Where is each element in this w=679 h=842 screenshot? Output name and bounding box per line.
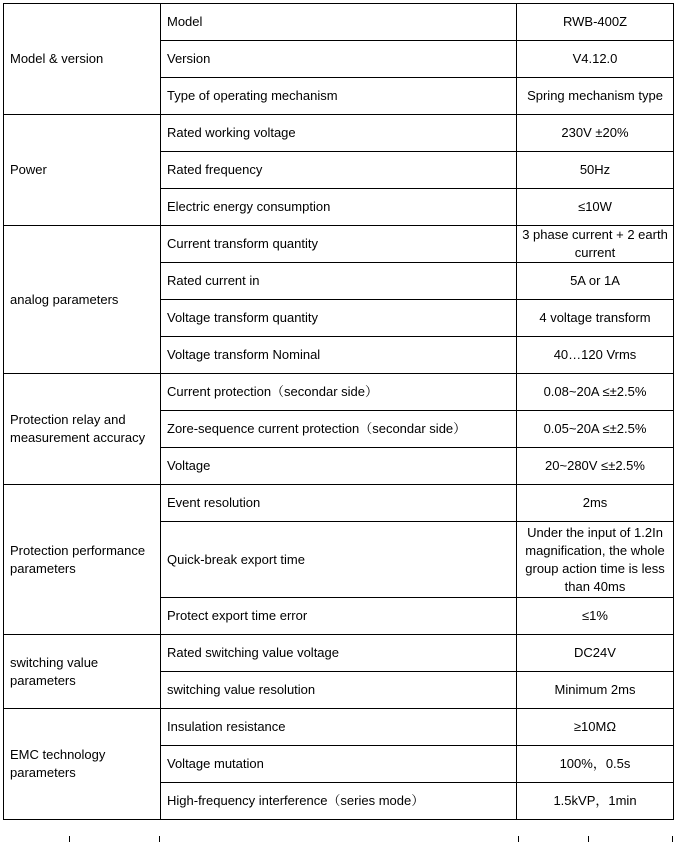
- value-cell: 5A or 1A: [517, 263, 674, 300]
- value-cell: 2ms: [517, 485, 674, 522]
- parameter-cell: Voltage mutation: [161, 746, 517, 783]
- parameter-cell: Insulation resistance: [161, 709, 517, 746]
- parameter-cell: Current transform quantity: [161, 226, 517, 263]
- value-cell: 0.05~20A ≤±2.5%: [517, 411, 674, 448]
- value-cell: 20~280V ≤±2.5%: [517, 448, 674, 485]
- parameter-cell: Event resolution: [161, 485, 517, 522]
- value-cell: Under the input of 1.2In magnification, the whole group action time is less than 40ms: [517, 522, 674, 598]
- category-cell: Power: [4, 115, 161, 226]
- continuation-mark: [588, 836, 589, 842]
- table-row: [4, 226, 674, 263]
- category-cell: analog parameters: [4, 226, 161, 374]
- continuation-mark: [672, 836, 673, 842]
- value-cell: DC24V: [517, 635, 674, 672]
- value-cell: Spring mechanism type: [517, 78, 674, 115]
- value-cell: V4.12.0: [517, 41, 674, 78]
- value-cell: 0.08~20A ≤±2.5%: [517, 374, 674, 411]
- value-cell: ≤10W: [517, 189, 674, 226]
- parameter-cell: Rated working voltage: [161, 115, 517, 152]
- spec-table: [3, 3, 674, 820]
- spec-table-body: [4, 4, 674, 820]
- table-row: [4, 635, 674, 672]
- parameter-cell: Rated switching value voltage: [161, 635, 517, 672]
- parameter-cell: switching value resolution: [161, 672, 517, 709]
- parameter-cell: Quick-break export time: [161, 522, 517, 598]
- parameter-cell: Electric energy consumption: [161, 189, 517, 226]
- value-cell: 1.5kVP，1min: [517, 783, 674, 820]
- category-cell: Protection performance parameters: [4, 485, 161, 635]
- value-cell: 3 phase current + 2 earth current: [517, 226, 674, 263]
- table-row: [4, 374, 674, 411]
- parameter-cell: High-frequency interference（series mode）: [161, 783, 517, 820]
- value-cell: 50Hz: [517, 152, 674, 189]
- continuation-mark: [518, 836, 519, 842]
- value-cell: Minimum 2ms: [517, 672, 674, 709]
- parameter-cell: Protect export time error: [161, 598, 517, 635]
- value-cell: RWB-400Z: [517, 4, 674, 41]
- parameter-cell: Current protection（secondar side）: [161, 374, 517, 411]
- value-cell: ≤1%: [517, 598, 674, 635]
- value-cell: 40…120 Vrms: [517, 337, 674, 374]
- table-row: [4, 4, 674, 41]
- category-cell: Protection relay and measurement accuracy: [4, 374, 161, 485]
- value-cell: 100%，0.5s: [517, 746, 674, 783]
- continuation-mark: [159, 836, 160, 842]
- category-cell: EMC technology parameters: [4, 709, 161, 820]
- parameter-cell: Voltage transform Nominal: [161, 337, 517, 374]
- table-continuation-marks: [0, 834, 679, 842]
- parameter-cell: Rated frequency: [161, 152, 517, 189]
- value-cell: 230V ±20%: [517, 115, 674, 152]
- parameter-cell: Voltage: [161, 448, 517, 485]
- value-cell: ≥10MΩ: [517, 709, 674, 746]
- value-cell: 4 voltage transform: [517, 300, 674, 337]
- category-cell: switching value parameters: [4, 635, 161, 709]
- parameter-cell: Rated current in: [161, 263, 517, 300]
- parameter-cell: Zore-sequence current protection（secondar side）: [161, 411, 517, 448]
- table-row: [4, 485, 674, 522]
- table-row: [4, 115, 674, 152]
- table-row: [4, 709, 674, 746]
- parameter-cell: Type of operating mechanism: [161, 78, 517, 115]
- continuation-mark: [69, 836, 70, 842]
- parameter-cell: Version: [161, 41, 517, 78]
- parameter-cell: Voltage transform quantity: [161, 300, 517, 337]
- parameter-cell: Model: [161, 4, 517, 41]
- category-cell: Model & version: [4, 4, 161, 115]
